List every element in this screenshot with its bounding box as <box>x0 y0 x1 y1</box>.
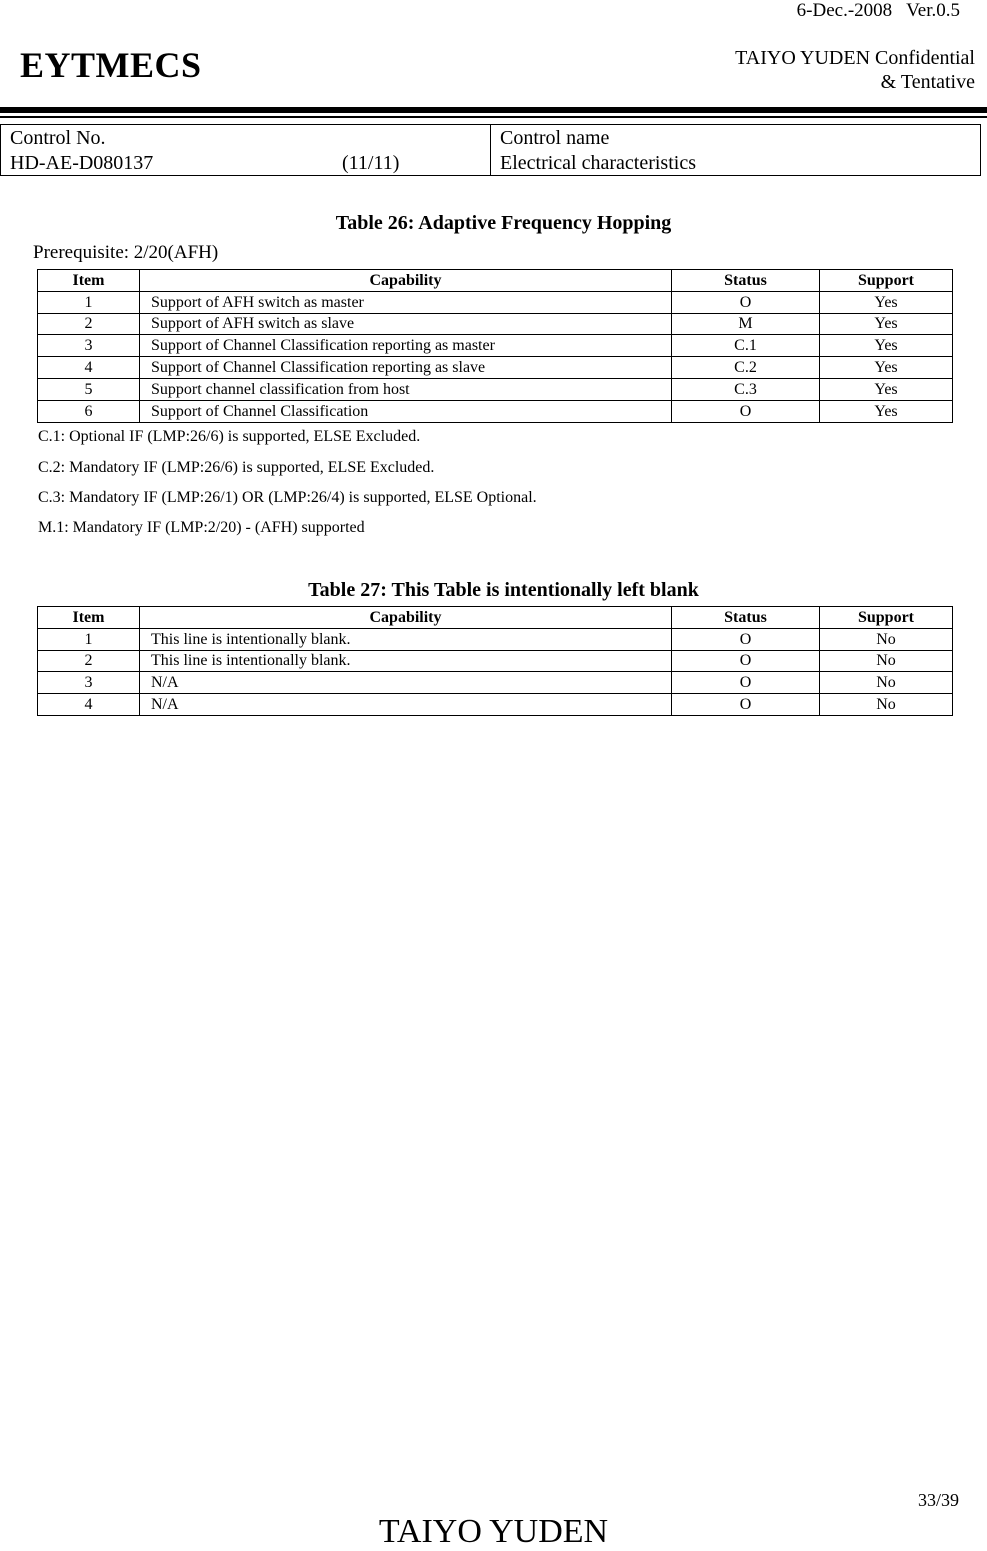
control-name-label: Control name <box>500 127 610 149</box>
control-name-value: Electrical characteristics <box>500 152 696 174</box>
cell-status: O <box>672 672 820 694</box>
table27-title: Table 27: This Table is intentionally left blank <box>308 579 699 601</box>
control-number-cell <box>1 125 491 175</box>
table-header-row <box>38 607 953 629</box>
cell-item: 3 <box>38 672 140 694</box>
header-rule-thin <box>0 116 987 118</box>
column-header-capability: Capability <box>140 607 672 629</box>
cell-capability: Support of AFH switch as slave <box>140 313 672 335</box>
cell-support: Yes <box>820 400 953 422</box>
table-row <box>38 694 953 716</box>
table26-note-c2: C.2: Mandatory IF (LMP:26/6) is supported, ELSE Excluded. <box>38 459 435 476</box>
table-row <box>38 650 953 672</box>
confidential-notice <box>735 46 975 94</box>
table-header-row <box>38 270 953 292</box>
column-header-support: Support <box>820 270 953 292</box>
control-name-cell <box>491 125 980 175</box>
cell-status: M <box>672 313 820 335</box>
cell-capability: N/A <box>140 694 672 716</box>
cell-status: C.2 <box>672 357 820 379</box>
cell-support: Yes <box>820 335 953 357</box>
column-header-status: Status <box>672 607 820 629</box>
control-number-label: Control No. <box>10 127 106 149</box>
table-row <box>38 357 953 379</box>
column-header-item: Item <box>38 270 140 292</box>
cell-support: No <box>820 694 953 716</box>
cell-support: Yes <box>820 291 953 313</box>
cell-item: 2 <box>38 313 140 335</box>
cell-item: 6 <box>38 400 140 422</box>
cell-capability: This line is intentionally blank. <box>140 650 672 672</box>
cell-status: C.3 <box>672 378 820 400</box>
cell-capability: Support of AFH switch as master <box>140 291 672 313</box>
cell-capability: This line is intentionally blank. <box>140 628 672 650</box>
cell-support: No <box>820 672 953 694</box>
control-page-ref: (11/11) <box>342 152 400 174</box>
table-row <box>38 628 953 650</box>
table26-prerequisite: Prerequisite: 2/20(AFH) <box>33 242 219 263</box>
table27 <box>37 606 953 716</box>
cell-item: 4 <box>38 694 140 716</box>
table-row <box>38 291 953 313</box>
cell-status: O <box>672 628 820 650</box>
cell-item: 2 <box>38 650 140 672</box>
table26-note-m1: M.1: Mandatory IF (LMP:2/20) - (AFH) supported <box>38 519 365 536</box>
table-row <box>38 672 953 694</box>
cell-support: Yes <box>820 357 953 379</box>
cell-status: O <box>672 400 820 422</box>
column-header-item: Item <box>38 607 140 629</box>
footer-company: TAIYO YUDEN <box>378 1513 609 1550</box>
header-date-version <box>797 0 960 22</box>
control-number-value: HD-AE-D080137 <box>10 152 154 174</box>
cell-status: O <box>672 291 820 313</box>
cell-capability: N/A <box>140 672 672 694</box>
cell-item: 4 <box>38 357 140 379</box>
table26-note-c1: C.1: Optional IF (LMP:26/6) is supported, ELSE Excluded. <box>38 428 421 445</box>
cell-status: C.1 <box>672 335 820 357</box>
cell-capability: Support channel classification from host <box>140 378 672 400</box>
column-header-status: Status <box>672 270 820 292</box>
cell-support: Yes <box>820 313 953 335</box>
table26-note-c3: C.3: Mandatory IF (LMP:26/1) OR (LMP:26/4) is supported, ELSE Optional. <box>38 489 537 506</box>
cell-support: No <box>820 650 953 672</box>
confidential-line-1: TAIYO YUDEN Confidential <box>735 47 975 69</box>
table26-title: Table 26: Adaptive Frequency Hopping <box>335 212 672 234</box>
cell-status: O <box>672 650 820 672</box>
cell-item: 3 <box>38 335 140 357</box>
cell-item: 1 <box>38 291 140 313</box>
header-date: 6-Dec.-2008 <box>796 0 893 21</box>
cell-capability: Support of Channel Classification <box>140 400 672 422</box>
control-box <box>0 124 981 176</box>
header-rule-thick <box>0 107 987 113</box>
cell-capability: Support of Channel Classification reporting as master <box>140 335 672 357</box>
cell-item: 5 <box>38 378 140 400</box>
cell-support: No <box>820 628 953 650</box>
table-row <box>38 400 953 422</box>
page-number: 33/39 <box>917 1490 959 1510</box>
cell-support: Yes <box>820 378 953 400</box>
table-row <box>38 378 953 400</box>
table-row <box>38 313 953 335</box>
table-row <box>38 335 953 357</box>
brand-title: EYTMECS <box>20 45 202 85</box>
cell-status: O <box>672 694 820 716</box>
cell-capability: Support of Channel Classification reporting as slave <box>140 357 672 379</box>
table26 <box>37 269 953 423</box>
header-version: Ver.0.5 <box>906 0 960 21</box>
confidential-line-2: & Tentative <box>880 71 975 93</box>
column-header-support: Support <box>820 607 953 629</box>
column-header-capability: Capability <box>140 270 672 292</box>
cell-item: 1 <box>38 628 140 650</box>
